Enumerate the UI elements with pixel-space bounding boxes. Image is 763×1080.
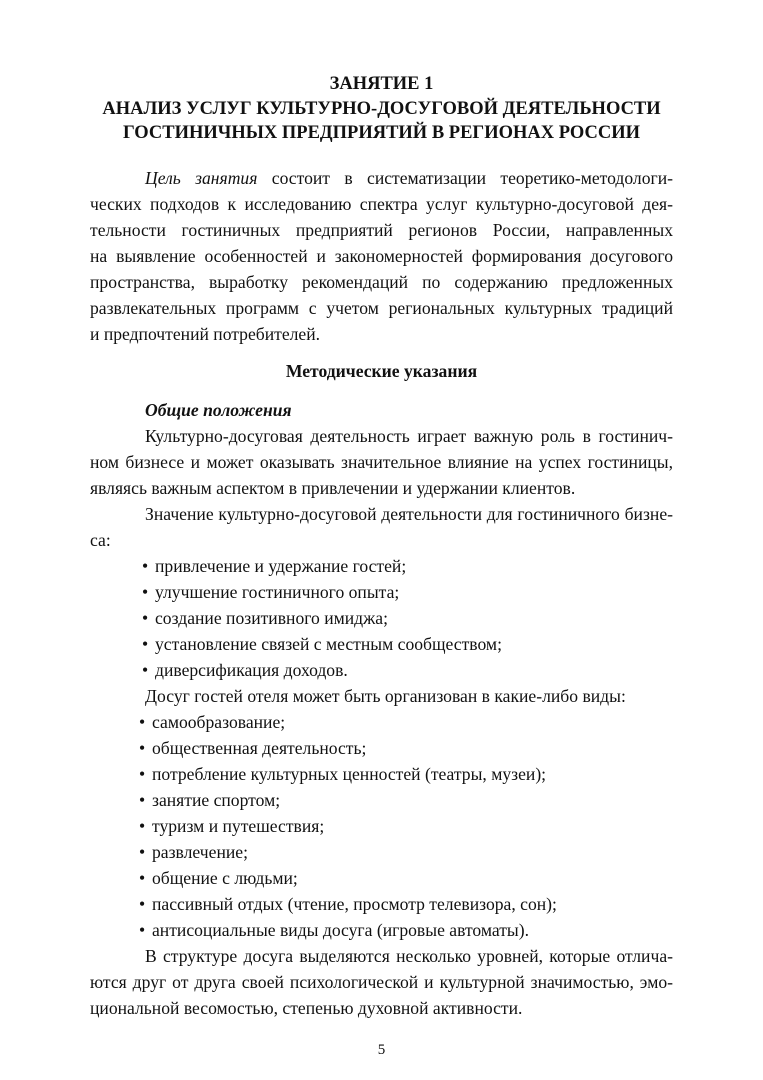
text-line bbox=[90, 165, 673, 191]
text-line: ном бизнесе и может оказывать значительное влияние на успех гостиницы, bbox=[90, 451, 673, 472]
list-item bbox=[90, 631, 673, 657]
bullet-icon: • bbox=[142, 555, 149, 576]
list-item bbox=[90, 553, 673, 579]
list-item-text: потребление культурных ценностей (театры, музеи); bbox=[152, 763, 547, 784]
list-item bbox=[87, 865, 673, 891]
title-line: ЗАНЯТИЕ 1 bbox=[329, 74, 434, 94]
text-line: и предпочтений потребителей. bbox=[90, 323, 321, 344]
bullet-icon: • bbox=[139, 763, 146, 784]
paragraph-4 bbox=[90, 943, 673, 1021]
bullet-icon: • bbox=[139, 737, 146, 758]
text-line: циональной весомостью, степенью духовной активности. bbox=[90, 997, 523, 1018]
text-line: са: bbox=[90, 529, 111, 550]
list-item-text: общение с людьми; bbox=[152, 867, 298, 888]
text-line: В структуре досуга выделяются несколько уровней, которые отлича- bbox=[145, 945, 673, 966]
bullet-icon: • bbox=[139, 919, 146, 940]
text-line: на выявление особенностей и закономерностей формирования досугового bbox=[90, 245, 673, 266]
list-item-text: пассивный отдых (чтение, просмотр телевизора, сон); bbox=[152, 893, 557, 914]
list-item bbox=[87, 709, 673, 735]
bullet-icon: • bbox=[139, 841, 146, 862]
list-item-text: занятие спортом; bbox=[152, 789, 281, 810]
paragraph-3: Досуг гостей отеля может быть организован в какие-либо виды: bbox=[145, 685, 626, 706]
list-item-text: самообразование; bbox=[152, 711, 286, 732]
list-item-text: диверсификация доходов. bbox=[155, 659, 348, 680]
list-significance bbox=[90, 553, 673, 683]
bullet-icon: • bbox=[142, 607, 149, 628]
paragraph-1 bbox=[90, 423, 673, 501]
list-item-text: антисоциальные виды досуга (игровые автоматы). bbox=[152, 919, 530, 940]
title-line: ГОСТИНИЧНЫХ ПРЕДПРИЯТИЙ В РЕГИОНАХ РОССИИ bbox=[122, 123, 641, 143]
list-item bbox=[87, 787, 673, 813]
bullet-icon: • bbox=[139, 893, 146, 914]
paragraph-2 bbox=[90, 501, 673, 553]
list-item-text: развлечение; bbox=[152, 841, 248, 862]
list-leisure-types bbox=[87, 709, 673, 943]
text-line: пространства, выработку рекомендаций по содержанию предложенных bbox=[90, 271, 673, 292]
text-line: являясь важным аспектом в привлечении и удержании клиентов. bbox=[90, 477, 576, 498]
list-item bbox=[87, 761, 673, 787]
page-number: 5 bbox=[377, 1042, 386, 1058]
bullet-icon: • bbox=[139, 867, 146, 888]
list-item bbox=[87, 891, 673, 917]
list-item bbox=[90, 657, 673, 683]
text-line: развлекательных программ с учетом региональных культурных традиций bbox=[90, 297, 673, 318]
lesson-title bbox=[90, 72, 673, 146]
text-line: тельности гостиничных предприятий регионов России, направленных bbox=[90, 219, 673, 240]
bullet-icon: • bbox=[139, 711, 146, 732]
list-item-text: создание позитивного имиджа; bbox=[155, 607, 388, 628]
text-span: состоит в систематизации теоретико-методологи- bbox=[257, 167, 673, 188]
list-item-text: туризм и путешествия; bbox=[152, 815, 325, 836]
list-item bbox=[87, 735, 673, 761]
document-page bbox=[90, 72, 673, 1021]
text-line: Культурно-досуговая деятельность играет важную роль в гостинич- bbox=[145, 425, 673, 446]
bullet-icon: • bbox=[142, 633, 149, 654]
list-item-text: улучшение гостиничного опыта; bbox=[155, 581, 400, 602]
list-item-text: привлечение и удержание гостей; bbox=[155, 555, 407, 576]
text-line: ческих подходов к исследованию спектра услуг культурно-досуговой дея- bbox=[90, 193, 673, 214]
goal-paragraph bbox=[90, 165, 673, 347]
list-item-text: установление связей с местным сообществом; bbox=[155, 633, 502, 654]
list-item bbox=[90, 579, 673, 605]
section-heading: Методические указания bbox=[285, 360, 478, 381]
bullet-icon: • bbox=[139, 789, 146, 810]
goal-label: Цель занятия bbox=[145, 167, 258, 188]
text-line: Значение культурно-досуговой деятельности для гостиничного бизне- bbox=[145, 503, 673, 524]
bullet-icon: • bbox=[139, 815, 146, 836]
list-item bbox=[87, 839, 673, 865]
list-item bbox=[87, 813, 673, 839]
bullet-icon: • bbox=[142, 581, 149, 602]
bullet-icon: • bbox=[142, 659, 149, 680]
list-item bbox=[87, 917, 673, 943]
list-item-text: общественная деятельность; bbox=[152, 737, 367, 758]
list-item bbox=[90, 605, 673, 631]
subsection-heading: Общие положения bbox=[145, 399, 292, 420]
text-line: ются друг от друга своей психологической и культурной значимостью, эмо- bbox=[90, 971, 673, 992]
title-line: АНАЛИЗ УСЛУГ КУЛЬТУРНО-ДОСУГОВОЙ ДЕЯТЕЛЬНОСТИ bbox=[102, 98, 661, 119]
